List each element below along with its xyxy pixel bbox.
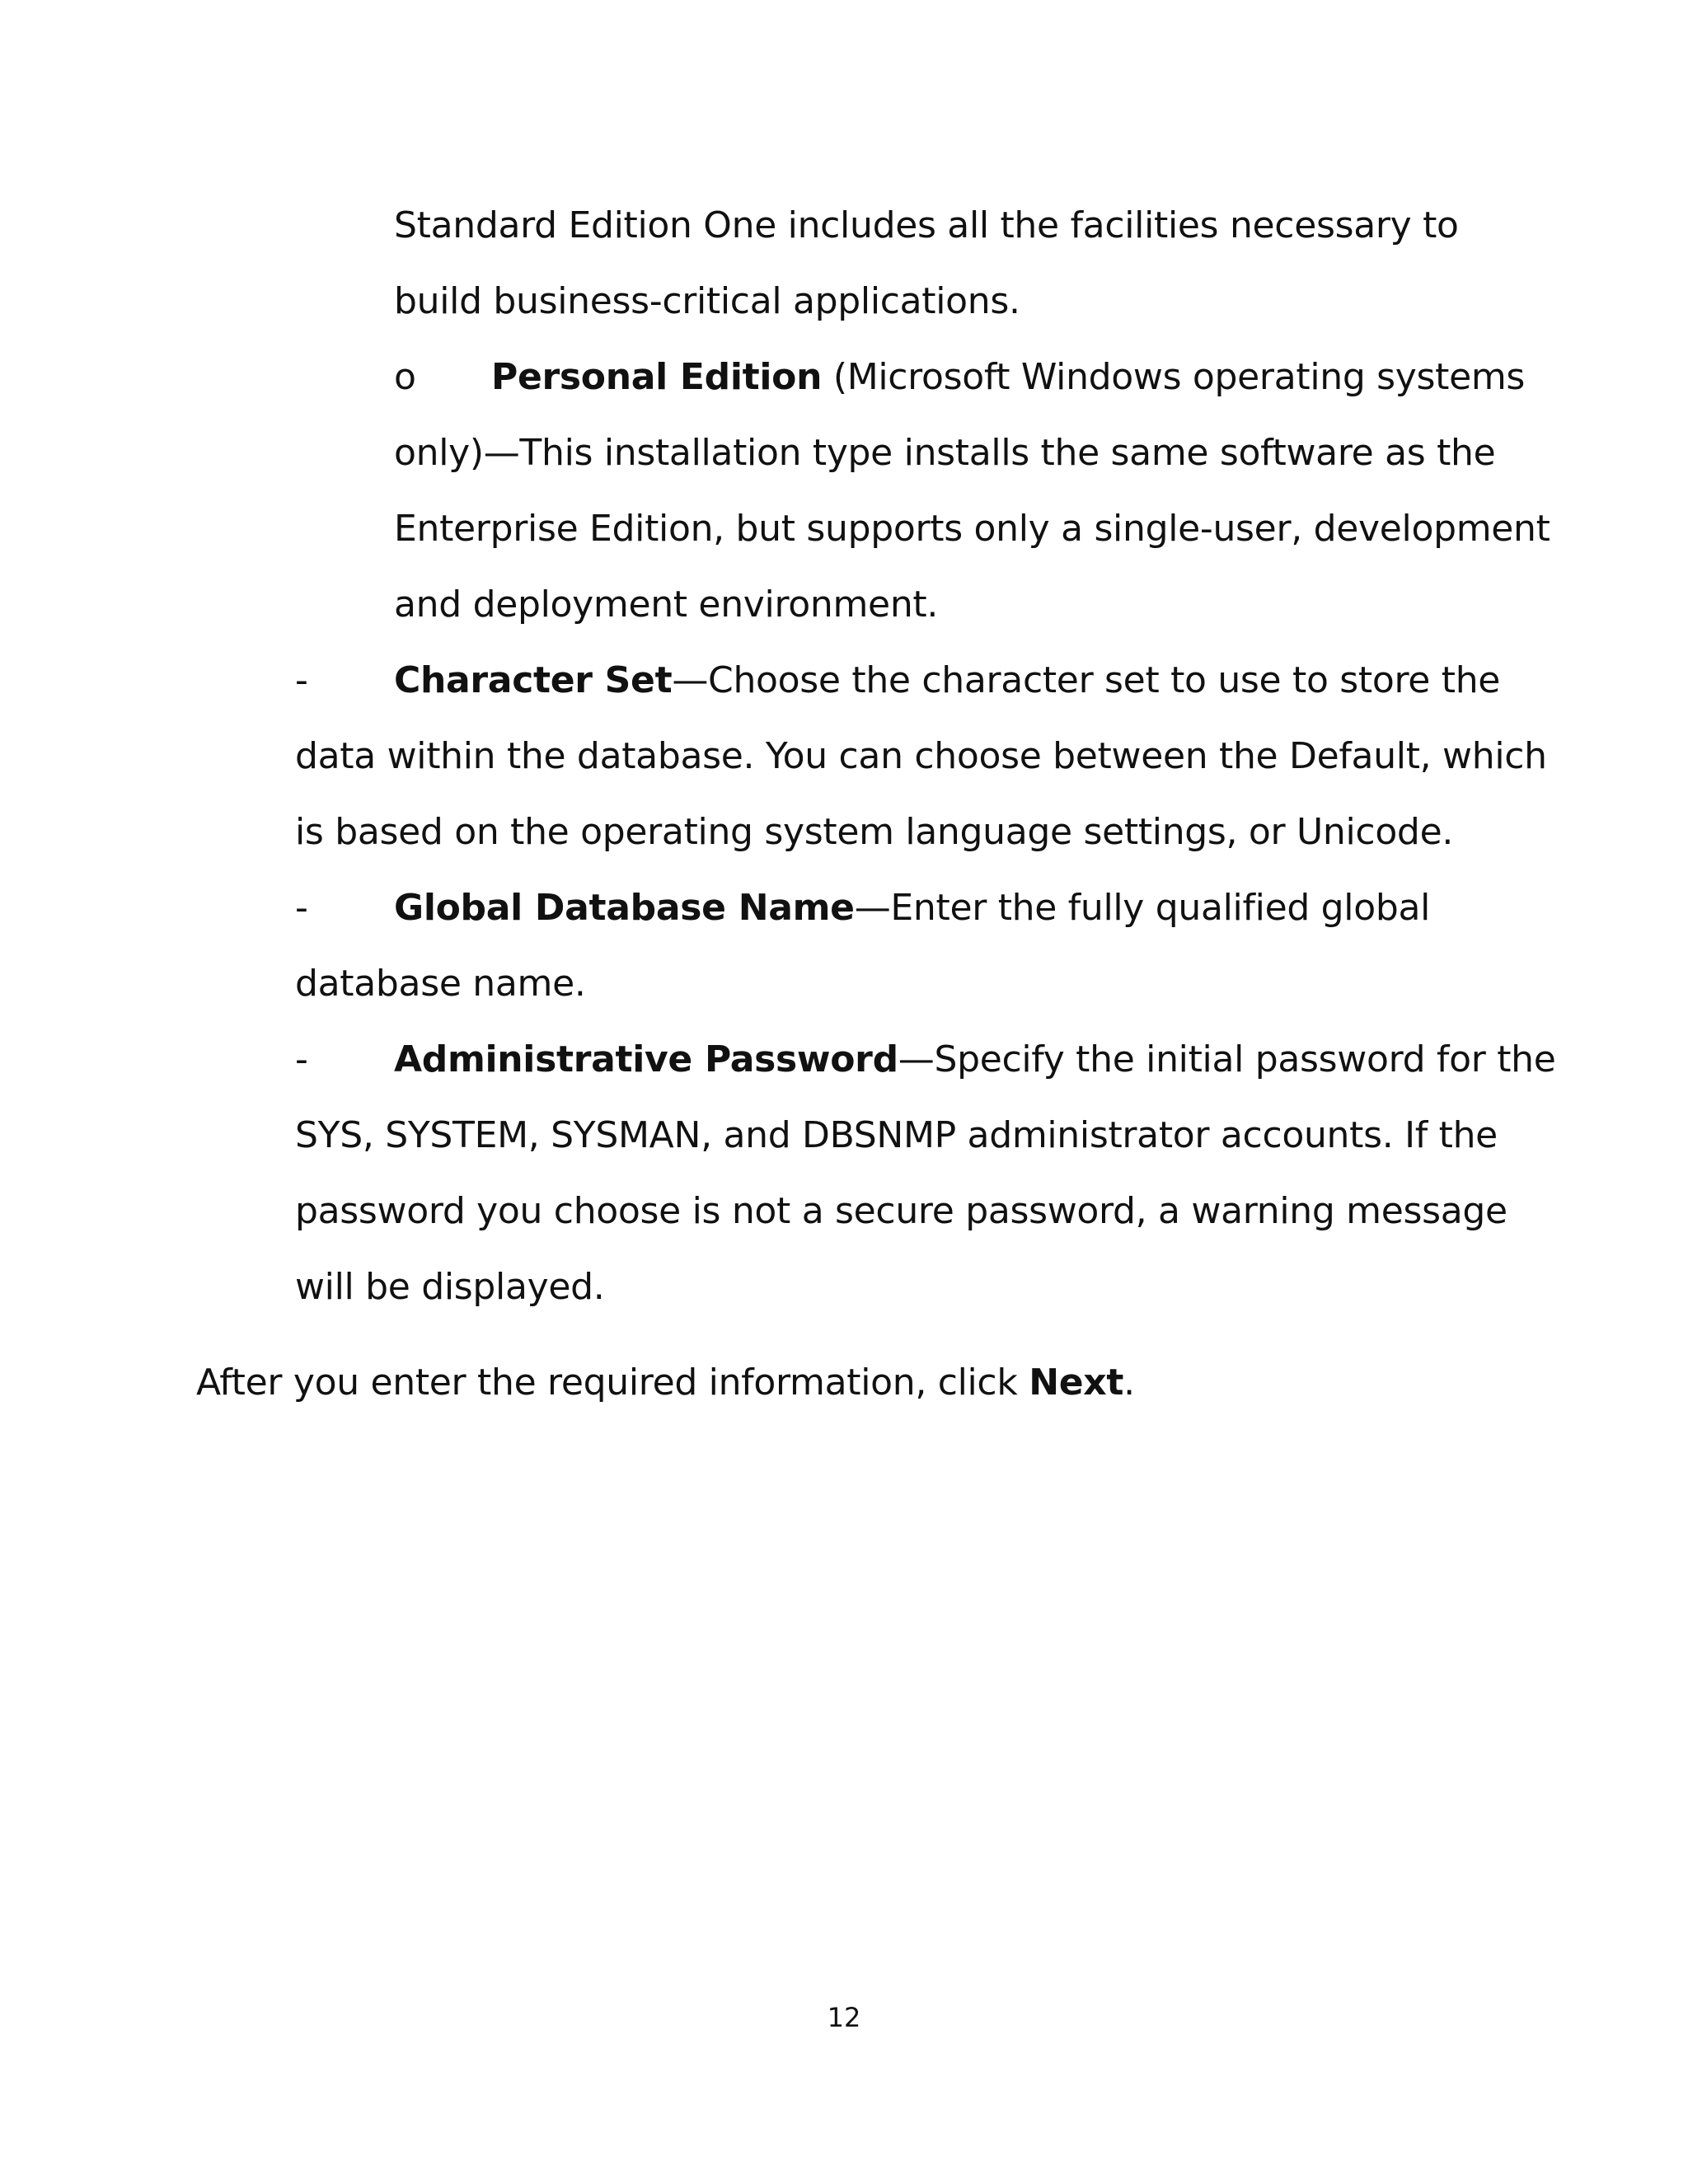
paragraph-line: Standard Edition One includes all the facilities necessary to <box>394 204 1459 246</box>
list-item-character-set <box>394 656 1500 705</box>
paragraph-line: data within the database. You can choose between the Default, which <box>295 735 1547 777</box>
list-item-administrative-password <box>394 1035 1556 1085</box>
term-description: (Microsoft Windows operating systems <box>822 356 1526 398</box>
next-keyword: Next <box>1029 1361 1124 1404</box>
closing-paragraph <box>196 1358 1135 1408</box>
closing-text: After you enter the required information, click <box>196 1361 1029 1404</box>
term-global-database-name: Global Database Name <box>394 887 855 929</box>
paragraph-line: password you choose is not a secure password, a warning message <box>295 1190 1507 1232</box>
paragraph-line: is based on the operating system language settings, or Unicode. <box>295 811 1454 853</box>
list-item-global-database-name <box>394 883 1430 933</box>
term-description: —Specify the initial password for the <box>898 1038 1556 1080</box>
list-marker-circle: o <box>394 356 416 398</box>
term-character-set: Character Set <box>394 659 673 701</box>
closing-period: . <box>1123 1361 1135 1404</box>
paragraph-line: build business-critical applications. <box>394 280 1020 322</box>
term-personal-edition: Personal Edition <box>491 356 823 398</box>
paragraph-line: only)—This installation type installs the same software as the <box>394 432 1496 474</box>
page-number: 12 <box>827 2002 861 2033</box>
paragraph-line: Enterprise Edition, but supports only a single-user, development <box>394 508 1550 550</box>
paragraph-line: SYS, SYSTEM, SYSMAN, and DBSNMP administrator accounts. If the <box>295 1114 1498 1156</box>
term-description: —Enter the fully qualified global <box>854 887 1431 929</box>
list-marker-dash: - <box>295 887 308 929</box>
paragraph-line: database name. <box>295 963 586 1005</box>
term-description: —Choose the character set to use to store the <box>672 659 1501 701</box>
list-marker-dash: - <box>295 659 308 701</box>
term-administrative-password: Administrative Password <box>394 1038 898 1080</box>
paragraph-line: will be displayed. <box>295 1266 605 1308</box>
list-item-personal-edition <box>491 353 1525 402</box>
list-marker-dash: - <box>295 1038 308 1080</box>
paragraph-line: and deployment environment. <box>394 583 939 626</box>
